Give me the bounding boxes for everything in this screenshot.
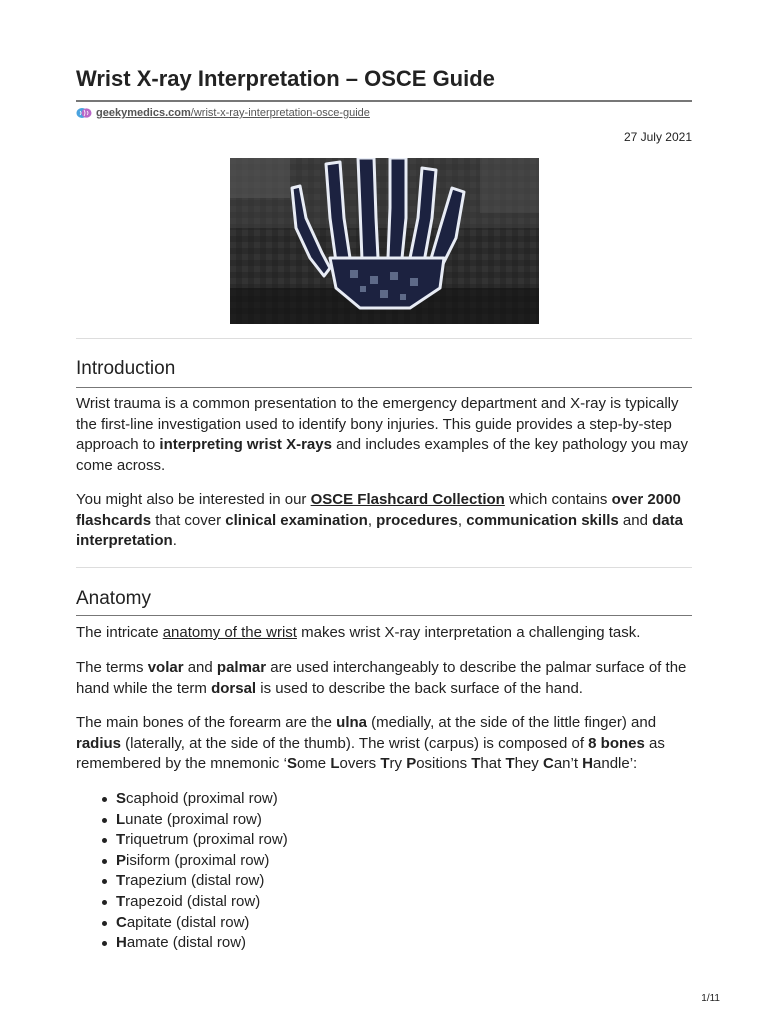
anatomy-heading: Anatomy (76, 588, 151, 609)
publish-date: 27 July 2021 (623, 130, 692, 144)
carpal-bones-list (102, 789, 288, 954)
section-divider (76, 567, 692, 568)
source-link[interactable]: geekymedics.com/wrist-x-ray-interpretation-osce-guide (96, 107, 370, 119)
flashcard-collection-link[interactable]: OSCE Flashcard Collection (310, 491, 505, 508)
page-number: 1/11 (701, 993, 720, 1004)
list-item: Trapezoid (distal row) (102, 892, 288, 913)
list-item: Lunate (proximal row) (102, 810, 288, 831)
anatomy-paragraph-1: The intricate anatomy of the wrist makes wrist X-ray interpretation a challenging task. (76, 624, 641, 641)
source-line (76, 107, 370, 119)
title-divider (76, 100, 692, 102)
list-item: Trapezium (distal row) (102, 871, 288, 892)
intro-heading-rule (76, 387, 692, 388)
section-divider (76, 338, 692, 339)
anatomy-paragraph-3: The main bones of the forearm are the ulna (medially, at the side of the little finger) and radius (laterally, at the side of the thumb). The wrist (carpus) is composed of 8 bones as remembered by the mnemonic ‘Some Lovers Try Positions That They Can’t Handle’: (76, 714, 665, 772)
hand-xray-image (230, 158, 539, 324)
intro-paragraph-2: You might also be interested in our OSCE Flashcard Collection which contains over 2000 flashcards that cover clinical examination, procedures, communication skills and data interpretation. (76, 491, 683, 549)
intro-paragraph-1: Wrist trauma is a common presentation to the emergency department and X-ray is typically the first-line investigation used to identify bony injuries. This guide provides a step-by-step approach to interpreting wrist X-rays and includes examples of the key pathology you may come across. (76, 395, 688, 474)
list-item: Capitate (distal row) (102, 913, 288, 934)
intro-heading: Introduction (76, 358, 176, 379)
list-item: Triquetrum (proximal row) (102, 830, 288, 851)
list-item: Pisiform (proximal row) (102, 851, 288, 872)
list-item: Scaphoid (proximal row) (102, 789, 288, 810)
anatomy-of-wrist-link[interactable]: anatomy of the wrist (162, 624, 297, 641)
anatomy-paragraph-2: The terms volar and palmar are used interchangeably to describe the palmar surface of the hand while the term dorsal is used to describe the back surface of the hand. (76, 659, 687, 697)
page-title: Wrist X-ray Interpretation – OSCE Guide (76, 66, 495, 91)
anatomy-heading-rule (76, 615, 692, 616)
list-item: Hamate (distal row) (102, 933, 288, 954)
brain-icon (76, 107, 92, 119)
